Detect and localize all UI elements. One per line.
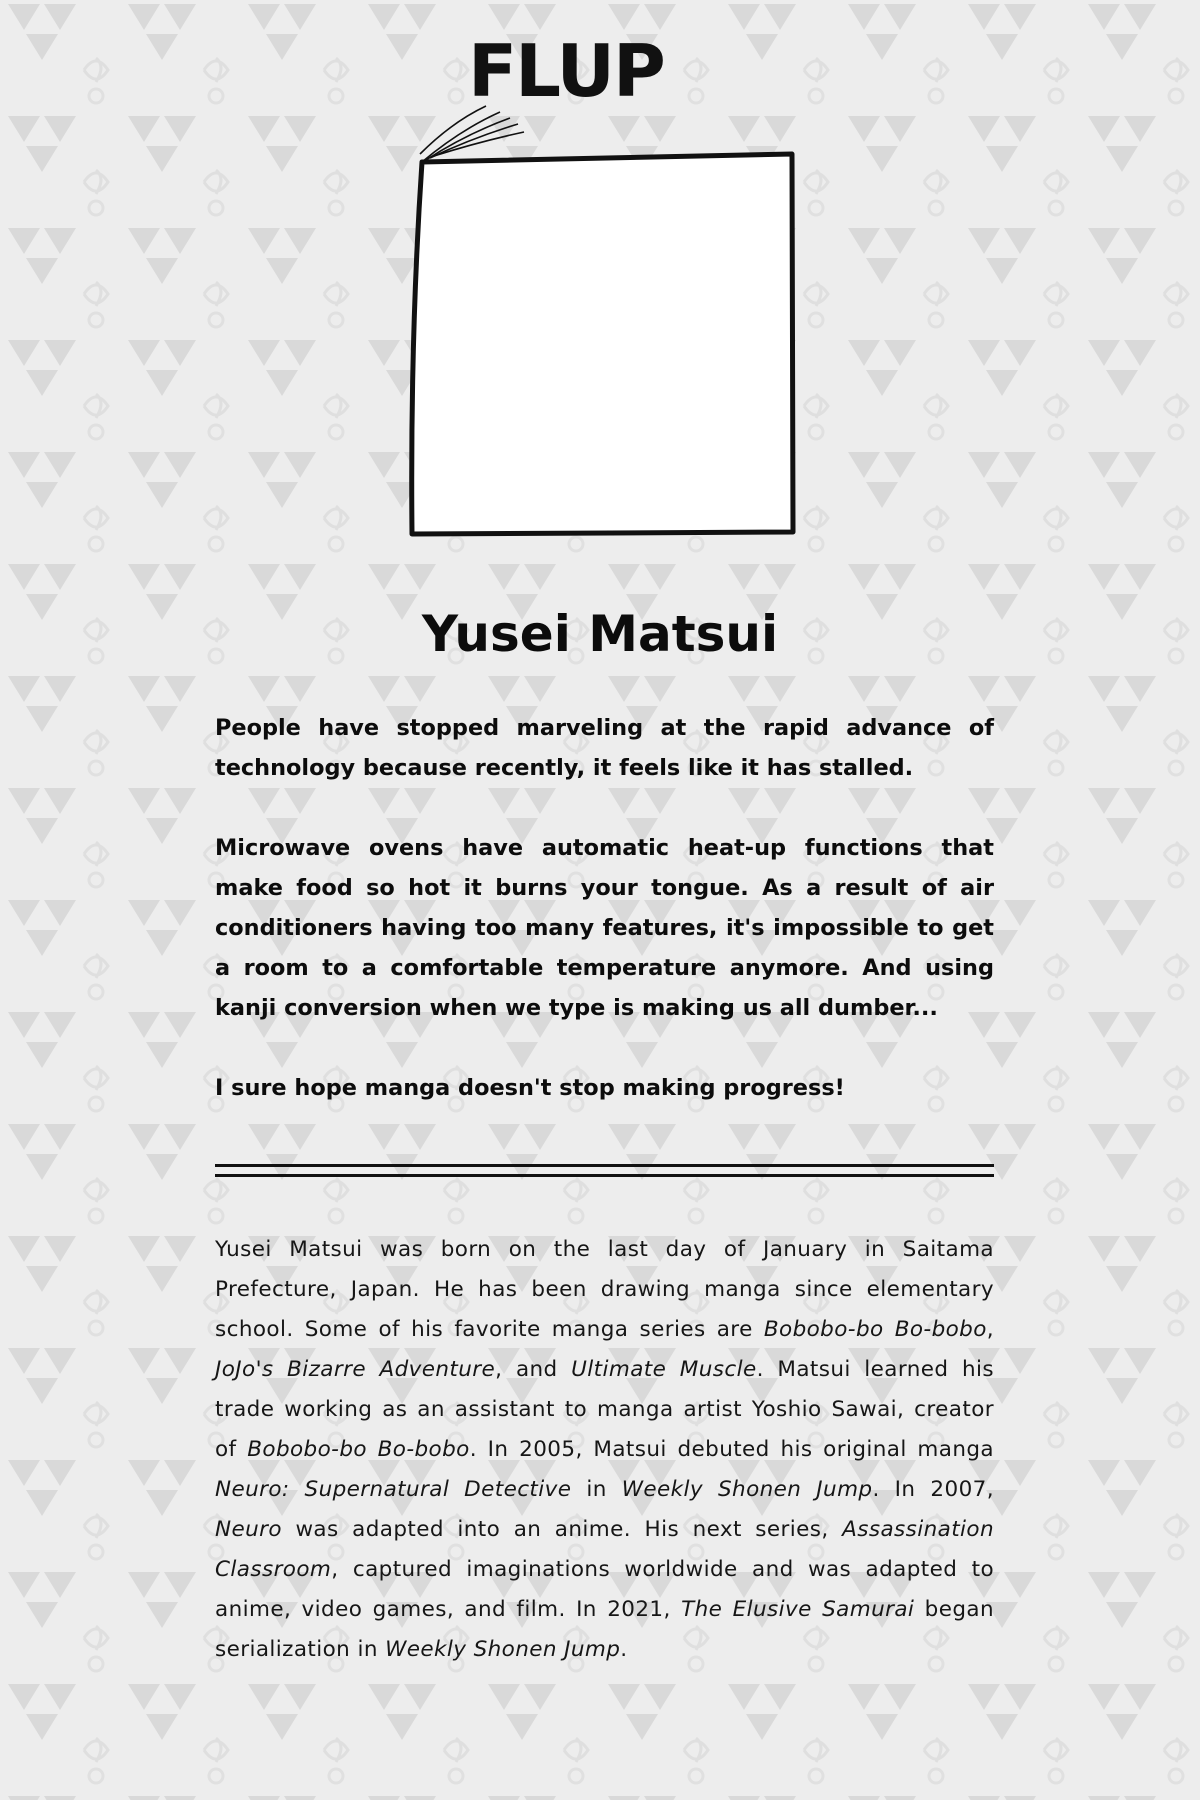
comment-paragraph: I sure hope manga doesn't stop making progress!: [215, 1075, 845, 1101]
divider-line: [215, 1174, 994, 1177]
bio-text: ,: [986, 1317, 995, 1342]
bio-text: . Matsui learned his trade working as an assistant to manga artist Yoshio Sawai, creator of: [215, 1357, 994, 1462]
bio-text: . In 2007,: [872, 1477, 994, 1502]
bio-magazine-title: Weekly Shonen Jump: [621, 1477, 873, 1502]
divider-line: [215, 1164, 994, 1167]
author-name-title: Yusei Matsui: [421, 605, 779, 663]
author-portrait-panel: [400, 140, 805, 545]
author-biography: [215, 1230, 994, 1670]
bio-text: was adapted into an anime. His next series,: [281, 1517, 843, 1542]
panel-frame: [412, 154, 793, 534]
bio-text: began serialization in: [215, 1597, 994, 1662]
bio-manga-title: Neuro: Supernatural Detective: [215, 1477, 572, 1502]
comment-paragraph: Microwave ovens have automatic heat-up functions that make food so hot it burns your tongue. As a result of air conditioners having too many features, it's impossible to get a room to a comfortable temperature anymore. And using kanji conversion when we type is making us all dumber...: [215, 835, 994, 1021]
bio-text: in: [571, 1477, 622, 1502]
sfx-text: FLUP: [468, 29, 664, 113]
bio-manga-title: The Elusive Samurai: [681, 1597, 915, 1622]
bio-manga-title: Bobobo-bo Bo-bobo: [763, 1317, 987, 1342]
bio-manga-title: Ultimate Muscle: [571, 1357, 757, 1382]
bio-manga-title: JoJo's Bizarre Adventure: [215, 1357, 496, 1382]
bio-text: , and: [495, 1357, 572, 1382]
author-comment: [215, 708, 994, 1108]
comment-paragraph: People have stopped marveling at the rapid advance of technology because recently, it feels like it has stalled.: [215, 715, 994, 781]
bio-text: Yusei Matsui was born on the last day of January in Saitama Prefecture, Japan. He has been drawing manga since elementary school. Some of his favorite manga series are: [215, 1237, 994, 1342]
bio-manga-title: Bobobo-bo Bo-bobo: [247, 1437, 470, 1462]
bio-manga-title: Neuro: [215, 1517, 282, 1542]
bio-magazine-title: Weekly Shonen Jump: [385, 1637, 621, 1662]
double-divider: [215, 1164, 994, 1180]
bio-manga-title: Assassination Classroom: [215, 1517, 994, 1582]
flup-sound-effect: [466, 18, 664, 118]
bio-text: . In 2005, Matsui debuted his original manga: [469, 1437, 995, 1462]
bio-text: .: [620, 1637, 628, 1662]
bio-text: , captured imaginations worldwide and was adapted to anime, video games, and film. In 2021,: [215, 1557, 994, 1622]
